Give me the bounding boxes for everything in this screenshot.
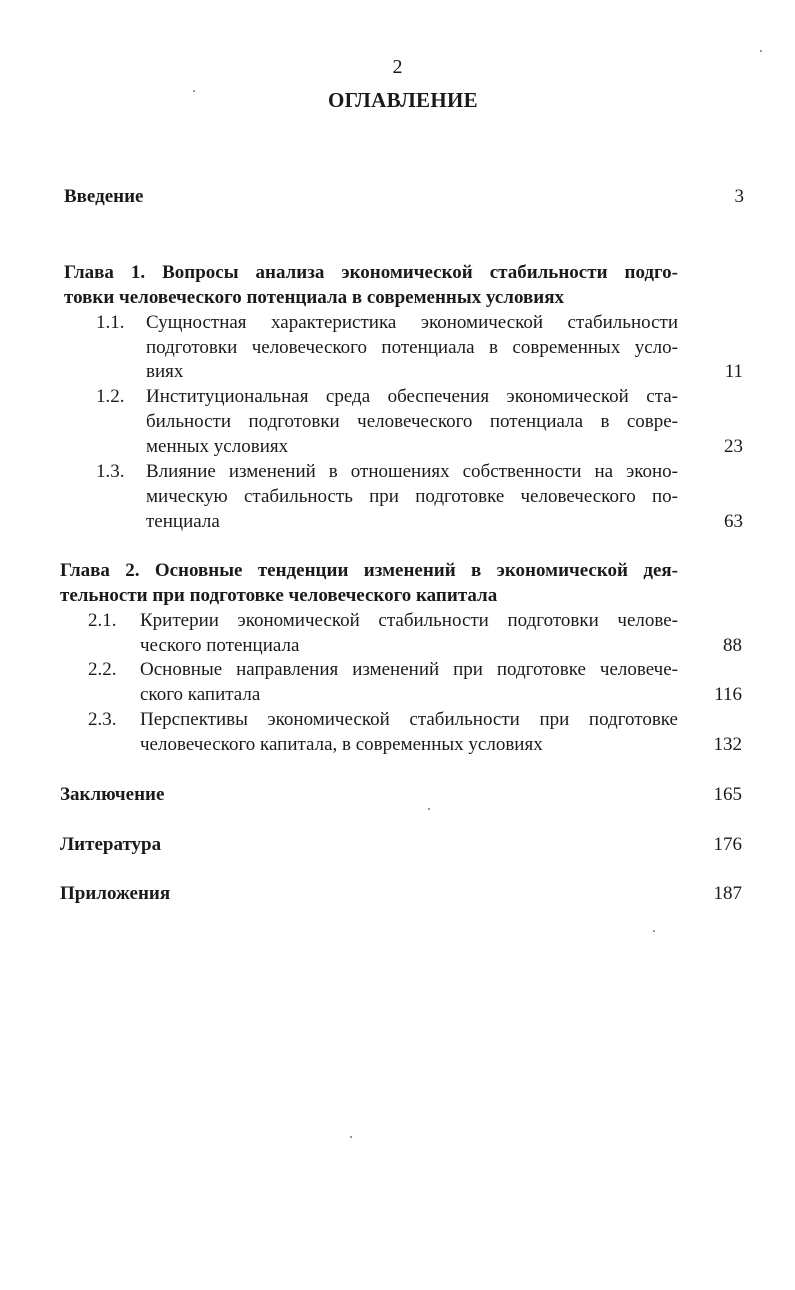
section-line-1: Основные направления изменений при подготовке человече- xyxy=(140,659,678,680)
section-line-3: менных условиях xyxy=(146,436,289,457)
conclusion-label: Заключение xyxy=(60,784,165,805)
chapter-1-title-line-2: товки человеческого потенциала в современных условиях xyxy=(64,287,564,308)
scan-speck xyxy=(193,90,195,92)
chapter-1-title-line-1: Глава 1. Вопросы анализа экономической стабильности подго- xyxy=(64,262,678,283)
section-number: 2.3. xyxy=(88,709,117,730)
section-line-2: подготовки человеческого потенциала в современных усло- xyxy=(146,337,678,358)
toc-title: ОГЛАВЛЕНИЕ xyxy=(328,88,478,112)
section-page: 88 xyxy=(723,635,742,656)
section-page: 132 xyxy=(713,734,742,755)
section-line-1: Критерии экономической стабильности подготовки челове- xyxy=(140,610,678,631)
chapter-2-title-line-1: Глава 2. Основные тенденции изменений в экономической дея- xyxy=(60,560,678,581)
section-number: 2.1. xyxy=(88,610,117,631)
section-number: 1.1. xyxy=(96,312,125,333)
section-line-2: ского капитала xyxy=(140,684,261,705)
introduction-label: Введение xyxy=(64,186,144,207)
section-page: 11 xyxy=(724,361,743,382)
section-number: 1.2. xyxy=(96,386,125,407)
section-line-2: бильности подготовки человеческого потенциала в совре- xyxy=(146,411,678,432)
section-line-1: Влияние изменений в отношениях собственности на эконо- xyxy=(146,461,678,482)
page-number: 2 xyxy=(392,56,403,78)
scan-speck xyxy=(428,808,430,810)
section-line-1: Перспективы экономической стабильности при подготовке xyxy=(140,709,678,730)
appendices-label: Приложения xyxy=(60,883,171,904)
section-page: 63 xyxy=(724,511,743,532)
section-line-1: Институциональная среда обеспечения экономической ста- xyxy=(146,386,678,407)
section-line-2: ческого потенциала xyxy=(140,635,300,656)
introduction-page: 3 xyxy=(734,186,744,207)
scan-speck xyxy=(350,1136,352,1138)
section-page: 116 xyxy=(714,684,742,705)
appendices-page: 187 xyxy=(713,883,742,904)
section-line-3: тенциала xyxy=(146,511,220,532)
chapter-2-title-line-2: тельности при подготовке человеческого капитала xyxy=(60,585,498,606)
literature-page: 176 xyxy=(713,834,742,855)
literature-label: Литература xyxy=(60,834,162,855)
section-line-2: мическую стабильность при подготовке человеческого по- xyxy=(146,486,678,507)
section-line-1: Сущностная характеристика экономической стабильности xyxy=(146,312,678,333)
scan-speck xyxy=(760,50,762,52)
section-line-2: человеческого капитала, в современных условиях xyxy=(140,734,543,755)
section-line-3: виях xyxy=(146,361,184,382)
section-number: 2.2. xyxy=(88,659,117,680)
section-page: 23 xyxy=(724,436,743,457)
scan-speck xyxy=(653,930,655,932)
section-number: 1.3. xyxy=(96,461,125,482)
conclusion-page: 165 xyxy=(713,784,742,805)
